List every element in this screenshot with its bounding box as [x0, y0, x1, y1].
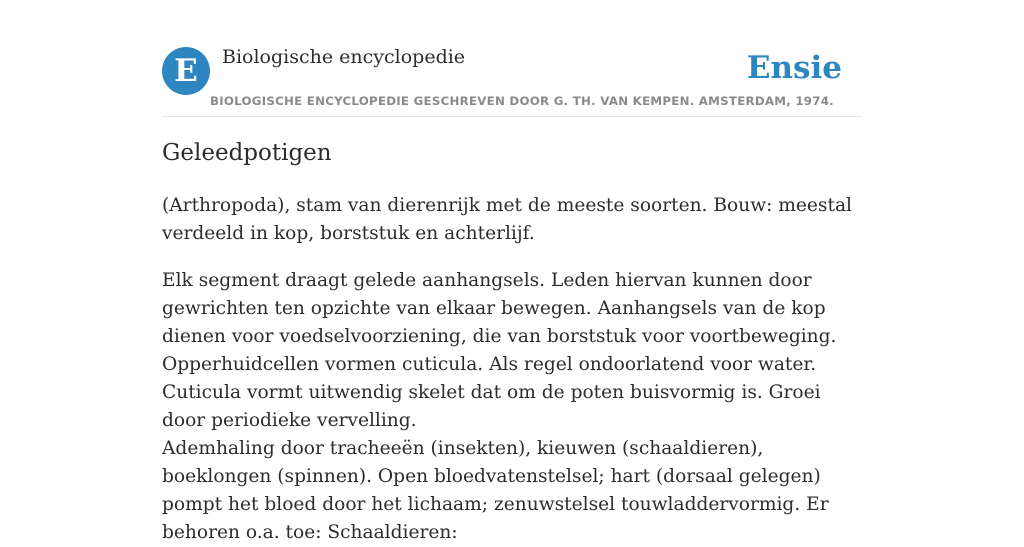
- entry-paragraph-3: Ademhaling door tracheeën (insekten), kieuwen (schaaldieren), boeklongen (spinnen). Open bloedvatenstelsel; hart (dorsaal gelegen) pompt het bloed door het lichaam; zenuwstelsel touwladdervormig. Er behoren o.a. toe: Schaaldieren:: [162, 438, 829, 543]
- site-header: [162, 0, 862, 117]
- encyclopedia-subtitle: BIOLOGISCHE ENCYCLOPEDIE GESCHREVEN DOOR G. TH. VAN KEMPEN. AMSTERDAM, 1974.: [210, 94, 834, 108]
- page-container: [162, 0, 862, 543]
- entry-paragraph-2: Elk segment draagt gelede aanhangsels. Leden hiervan kunnen door gewrichten ten opzichte van elkaar bewegen. Aanhangsels van de kop dienen voor voedselvoorziening, die van borststuk voor voortbeweging. Opperhuidcellen vormen cuticula. Als regel ondoorlatend voor water. Cuticula vormt uitwendig skelet dat om de poten buisvormig is. Groei door periodieke vervelling.: [162, 270, 837, 431]
- encyclopedia-logo-icon[interactable]: E: [162, 47, 210, 95]
- site-title-link[interactable]: Biologische encyclopedie: [222, 46, 466, 68]
- entry-title: Geleedpotigen: [162, 140, 332, 166]
- entry-paragraph-1: (Arthropoda), stam van dierenrijk met de meeste soorten. Bouw: meestal verdeeld in kop, borststuk en achterlijf.: [162, 195, 852, 244]
- ensie-brand-link[interactable]: Ensie: [746, 50, 842, 86]
